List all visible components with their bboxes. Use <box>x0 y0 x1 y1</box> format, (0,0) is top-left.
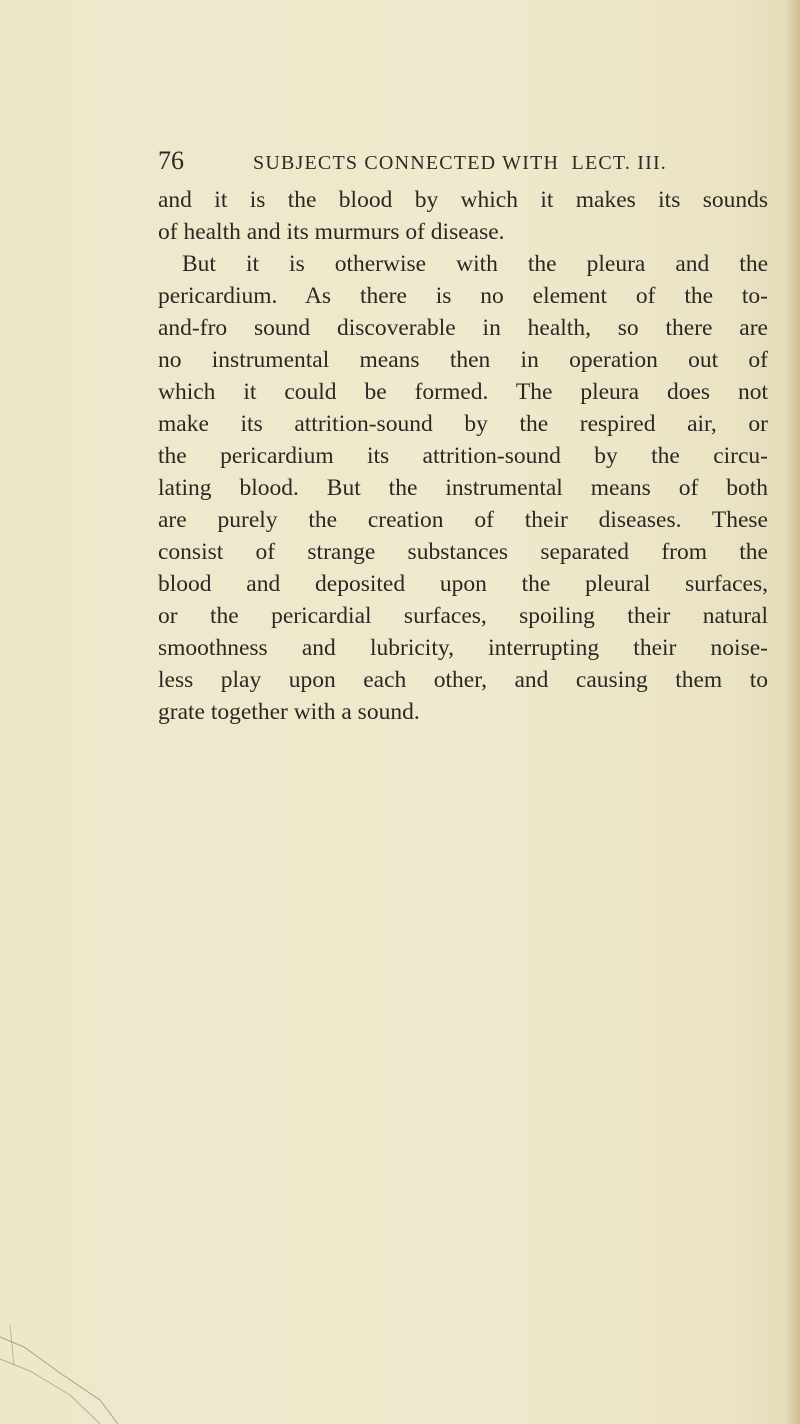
text-line: and it is the blood by which it makes its sounds <box>158 187 768 213</box>
text-line: no instrumental means then in operation out of <box>158 347 768 373</box>
page-number: 76 <box>158 146 184 175</box>
text-line: or the pericardial surfaces, spoiling their natural <box>158 603 768 629</box>
text-line: lating blood. But the instrumental means of both <box>158 475 768 501</box>
page-header <box>158 146 758 180</box>
running-head: SUBJECTS CONNECTED WITH LECT. III. <box>253 152 668 174</box>
text-line: which it could be formed. The pleura does not <box>158 379 768 405</box>
page-edge-shadow <box>786 0 800 1424</box>
text-line: grate together with a sound. <box>158 699 420 725</box>
text-line: and-fro sound discoverable in health, so there are <box>158 315 768 341</box>
text-line: less play upon each other, and causing them to <box>158 667 768 693</box>
text-line: pericardium. As there is no element of the to- <box>158 283 768 309</box>
text-line: make its attrition-sound by the respired air, or <box>158 411 768 437</box>
body-text <box>158 184 768 728</box>
text-line: But it is otherwise with the pleura and the <box>182 251 768 277</box>
text-line: smoothness and lubricity, interrupting their noise- <box>158 635 768 661</box>
text-line: are purely the creation of their diseases. These <box>158 507 768 533</box>
text-line: of health and its murmurs of disease. <box>158 219 505 245</box>
text-line: the pericardium its attrition-sound by the circu- <box>158 443 768 469</box>
text-line: blood and deposited upon the pleural surfaces, <box>158 571 768 597</box>
text-line: consist of strange substances separated from the <box>158 539 768 565</box>
page-corner-mark <box>0 1325 140 1424</box>
